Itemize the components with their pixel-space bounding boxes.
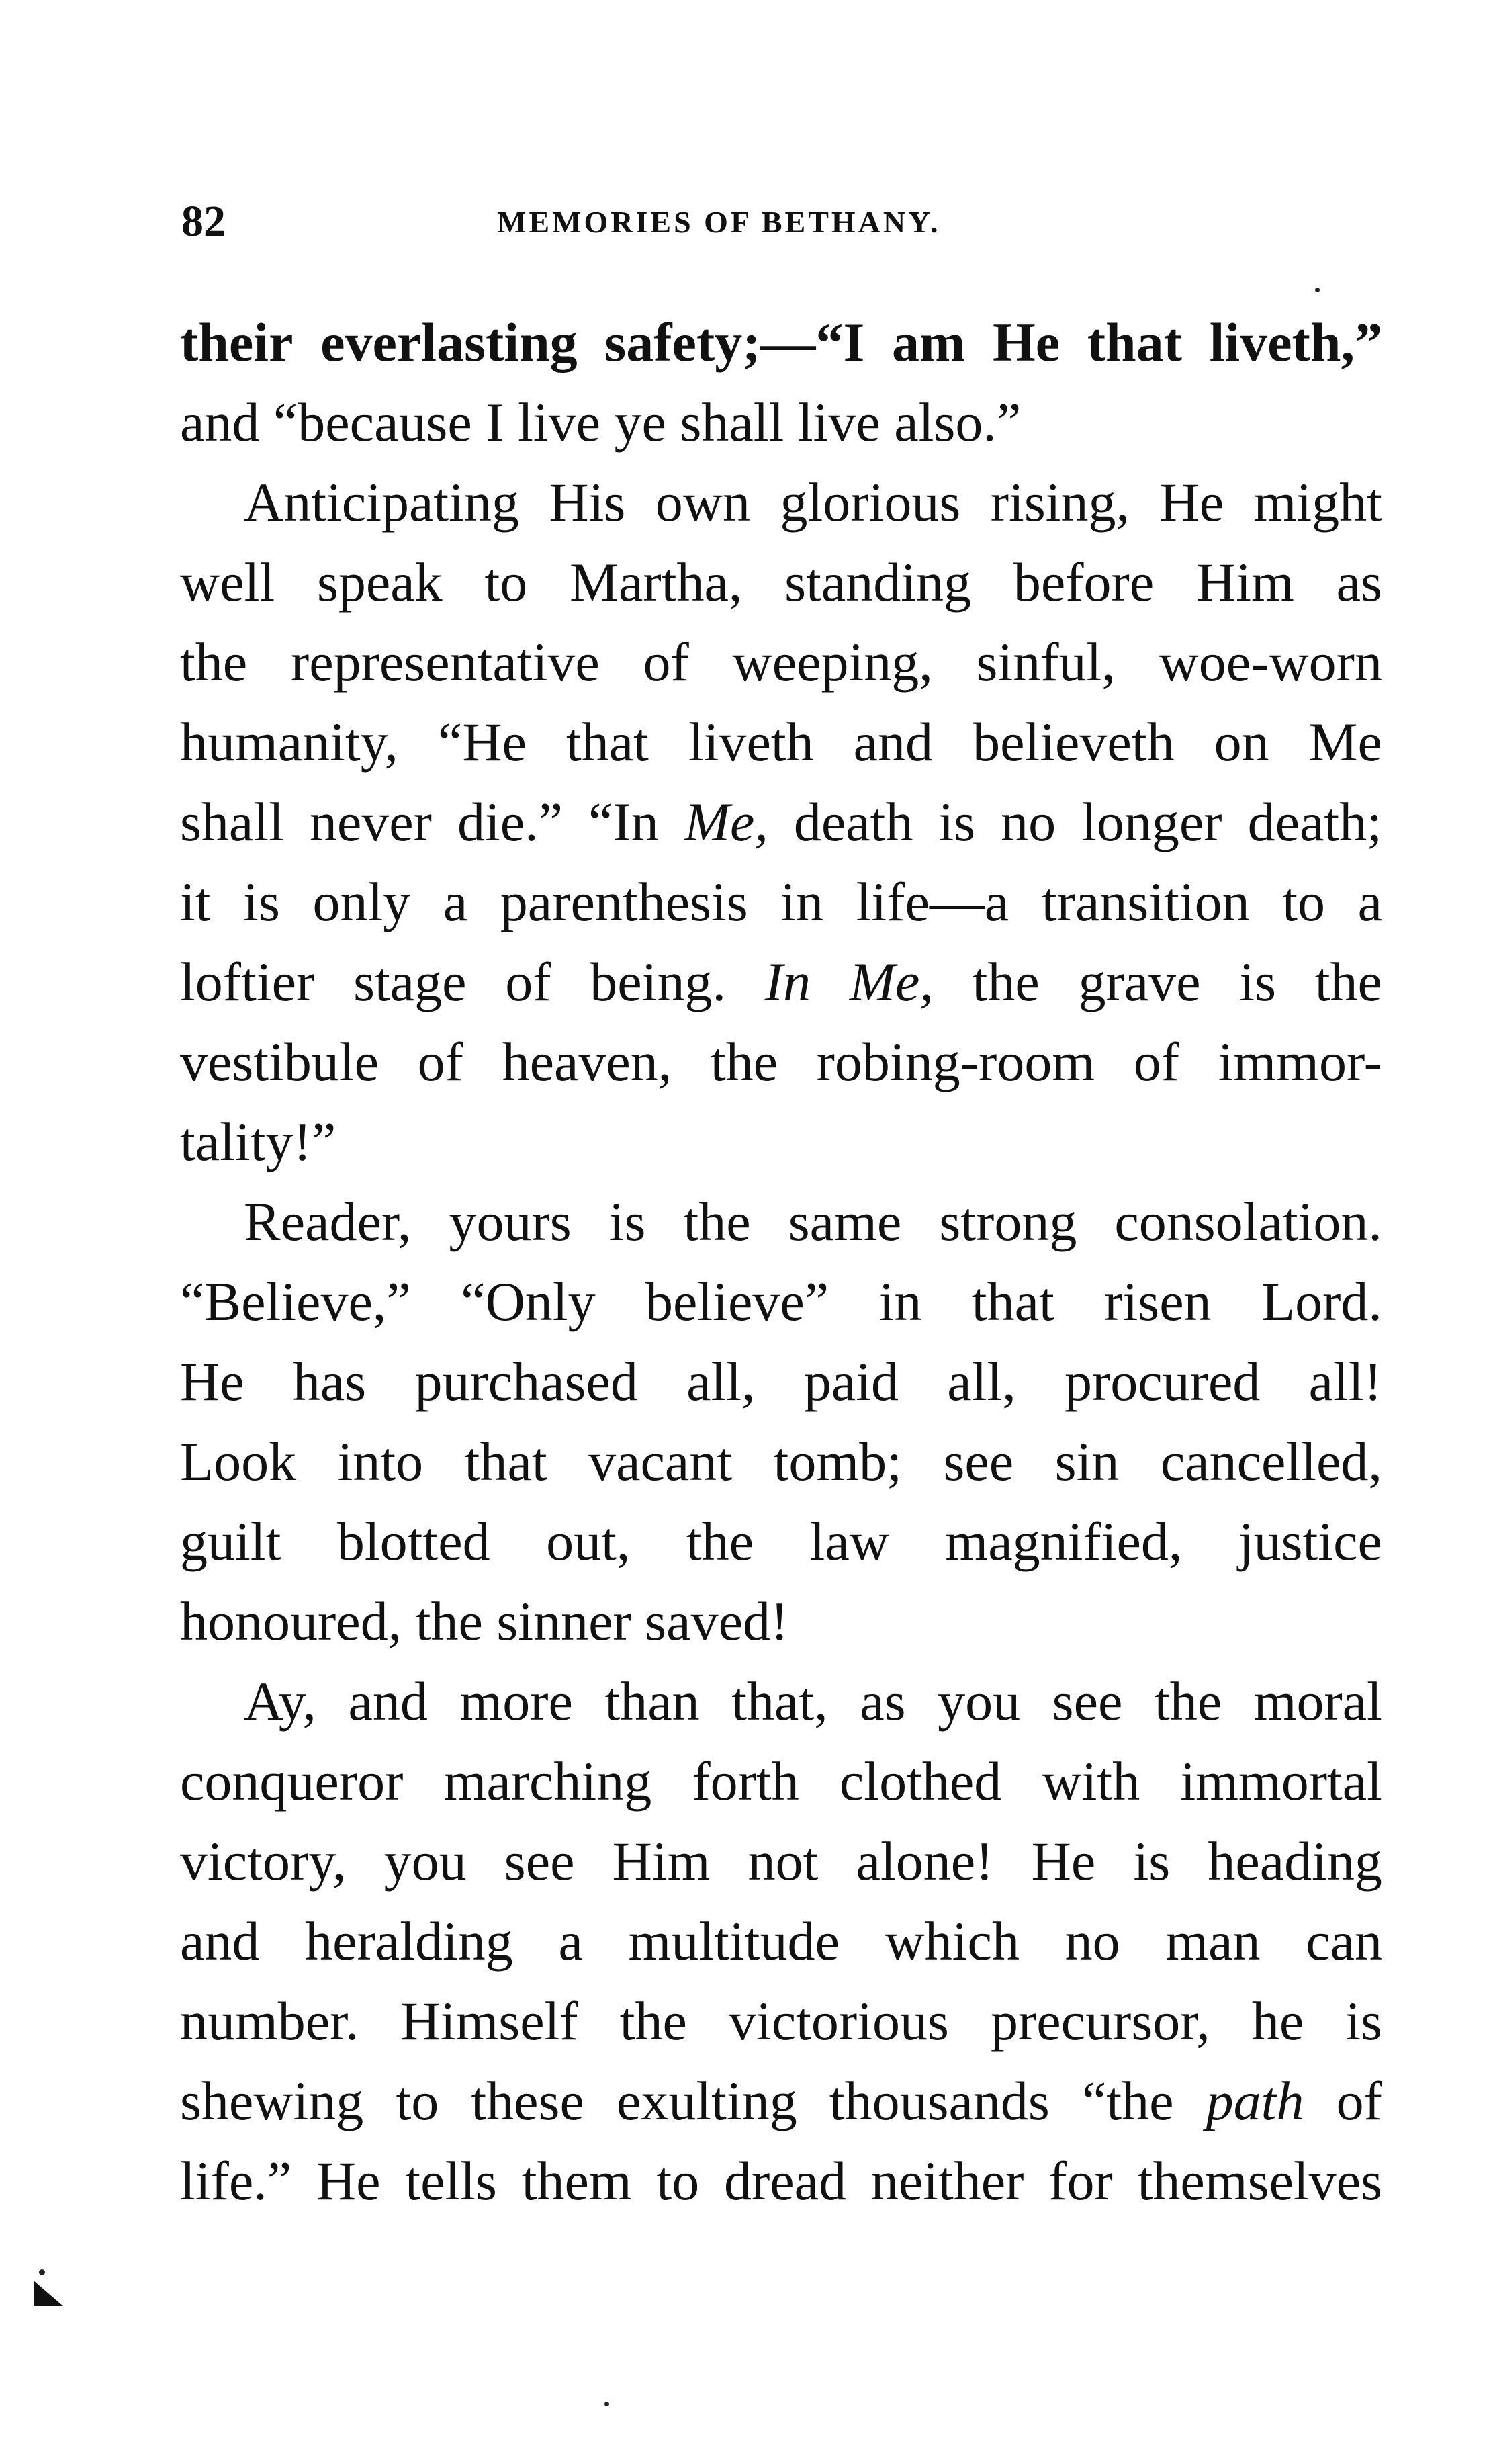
word: before bbox=[1013, 552, 1155, 613]
word: die.” bbox=[457, 791, 563, 852]
text-line bbox=[180, 1501, 1382, 1581]
word: Reader, bbox=[244, 1191, 412, 1252]
justified-line bbox=[180, 302, 1382, 382]
word: humanity, bbox=[180, 711, 398, 773]
print-speck bbox=[1315, 288, 1320, 292]
word: law bbox=[809, 1511, 889, 1572]
page-number: 82 bbox=[181, 197, 226, 246]
word: “He bbox=[437, 711, 527, 773]
word: conqueror bbox=[180, 1751, 404, 1812]
word: parenthesis bbox=[500, 871, 748, 932]
word: “the bbox=[1081, 2070, 1174, 2131]
word: standing bbox=[784, 552, 972, 613]
justified-line bbox=[180, 862, 1382, 942]
text-line bbox=[180, 1581, 1382, 1661]
word: cancelled, bbox=[1160, 1431, 1382, 1492]
justified-line bbox=[180, 542, 1382, 622]
word: see bbox=[943, 1431, 1014, 1492]
word: Me bbox=[1308, 711, 1382, 773]
word: is bbox=[1239, 951, 1276, 1012]
word: never bbox=[309, 791, 432, 852]
print-speck bbox=[604, 2402, 609, 2406]
word: of bbox=[1336, 2070, 1382, 2131]
word: Himself bbox=[400, 1990, 578, 2052]
word: longer bbox=[1081, 791, 1222, 852]
word: more bbox=[459, 1671, 573, 1732]
word: all, bbox=[947, 1351, 1016, 1412]
word: yours bbox=[449, 1191, 572, 1252]
word: the bbox=[1154, 1671, 1222, 1732]
word: of bbox=[643, 631, 689, 693]
word: is bbox=[243, 871, 280, 932]
word: thousands bbox=[829, 2070, 1050, 2131]
text-line bbox=[180, 1901, 1382, 1981]
text-line bbox=[180, 782, 1382, 862]
word: shall bbox=[180, 791, 284, 852]
word: might bbox=[1253, 472, 1382, 533]
word: only bbox=[312, 871, 411, 932]
word: moral bbox=[1253, 1671, 1382, 1732]
word: their bbox=[180, 312, 293, 373]
text-line bbox=[180, 1661, 1382, 1741]
word: believe” bbox=[645, 1271, 829, 1332]
word: that bbox=[1087, 312, 1182, 373]
text-line bbox=[180, 462, 1382, 542]
word: as bbox=[860, 1671, 906, 1732]
word: glorious bbox=[780, 472, 961, 533]
justified-line bbox=[244, 462, 1382, 542]
word: forth bbox=[692, 1751, 799, 1812]
word: exulting bbox=[616, 2070, 797, 2131]
word: that, bbox=[731, 1671, 828, 1732]
word: magnified, bbox=[945, 1511, 1183, 1572]
word: see bbox=[504, 1831, 575, 1892]
word: in bbox=[878, 1271, 922, 1332]
word: tomb; bbox=[773, 1431, 902, 1492]
paragraph-1 bbox=[180, 302, 1382, 462]
word: being. bbox=[590, 951, 726, 1012]
justified-line bbox=[180, 782, 1382, 862]
word: He bbox=[180, 1351, 244, 1412]
word: His bbox=[549, 472, 626, 533]
text-line bbox=[180, 942, 1382, 1022]
word: woe-worn bbox=[1159, 631, 1382, 693]
text-line bbox=[180, 1182, 1382, 1262]
word: marching bbox=[443, 1751, 652, 1812]
word: justice bbox=[1238, 1511, 1382, 1572]
word: and bbox=[348, 1671, 428, 1732]
word: consolation. bbox=[1114, 1191, 1382, 1252]
word: Him bbox=[1196, 552, 1294, 613]
word: representative bbox=[290, 631, 600, 693]
word: has bbox=[292, 1351, 367, 1412]
word: that bbox=[566, 711, 649, 773]
line-text: tality!” bbox=[180, 1111, 336, 1172]
word: clothed bbox=[839, 1751, 1002, 1812]
word: death bbox=[793, 791, 913, 852]
word: number. bbox=[180, 1990, 359, 2052]
word: precursor, bbox=[990, 1990, 1210, 2052]
justified-line bbox=[180, 1741, 1382, 1821]
text-line bbox=[180, 622, 1382, 702]
word: is bbox=[1345, 1990, 1382, 2052]
word: the bbox=[619, 1990, 687, 2052]
word: you bbox=[383, 1831, 467, 1892]
text-line bbox=[180, 1262, 1382, 1341]
line-text: honoured, the sinner saved! bbox=[180, 1591, 789, 1652]
word: out, bbox=[546, 1511, 631, 1572]
word: weeping, bbox=[732, 631, 933, 693]
text-line bbox=[180, 1981, 1382, 2061]
word: the bbox=[683, 1191, 751, 1252]
word: the bbox=[180, 631, 248, 693]
word: shewing bbox=[180, 2070, 364, 2131]
body-text bbox=[180, 302, 1382, 2221]
word: vacant bbox=[588, 1431, 733, 1492]
word: as bbox=[1336, 552, 1382, 613]
word: sin bbox=[1054, 1431, 1120, 1492]
word: no bbox=[1001, 791, 1056, 852]
word: robing-room bbox=[816, 1031, 1095, 1092]
word: Anticipating bbox=[244, 472, 519, 533]
word: purchased bbox=[414, 1351, 638, 1412]
word: tells bbox=[405, 2150, 497, 2211]
word: which bbox=[885, 1910, 1020, 1972]
line-text: and “because I live ye shall live also.” bbox=[180, 392, 1022, 453]
word: to bbox=[656, 2150, 700, 2211]
word: In bbox=[764, 951, 811, 1012]
justified-line bbox=[180, 2141, 1382, 2221]
word: the bbox=[710, 1031, 778, 1092]
word: them bbox=[521, 2150, 632, 2211]
word: that bbox=[971, 1271, 1054, 1332]
word: all, bbox=[686, 1351, 756, 1412]
paragraph-4 bbox=[180, 1661, 1382, 2221]
text-line bbox=[180, 2141, 1382, 2221]
word: and bbox=[853, 711, 934, 773]
text-line bbox=[180, 1421, 1382, 1501]
word: Look bbox=[180, 1431, 297, 1492]
word: to bbox=[1282, 871, 1326, 932]
word: themselves bbox=[1137, 2150, 1382, 2211]
justified-line bbox=[180, 1901, 1382, 1981]
word: it bbox=[180, 871, 211, 932]
word: man bbox=[1165, 1910, 1261, 1972]
word: immor- bbox=[1218, 1031, 1382, 1092]
word: a bbox=[1357, 871, 1382, 932]
word: the bbox=[1314, 951, 1382, 1012]
word: same bbox=[788, 1191, 902, 1252]
word: “In bbox=[588, 791, 659, 852]
word: dread bbox=[723, 2150, 847, 2211]
word: am bbox=[892, 312, 966, 373]
word: stage bbox=[353, 951, 467, 1012]
text-line bbox=[180, 2061, 1382, 2141]
word: liveth,” bbox=[1209, 312, 1382, 373]
word: “Only bbox=[461, 1271, 596, 1332]
word: everlasting bbox=[320, 312, 578, 373]
word: Me, bbox=[684, 791, 768, 852]
word: into bbox=[337, 1431, 424, 1492]
scan-corner-mark bbox=[34, 2281, 63, 2306]
text-line bbox=[180, 382, 1382, 462]
justified-line bbox=[180, 2061, 1382, 2141]
word: Martha, bbox=[570, 552, 743, 613]
word: and bbox=[180, 1910, 260, 1972]
word: own bbox=[655, 472, 750, 533]
word: of bbox=[417, 1031, 463, 1092]
justified-line bbox=[180, 622, 1382, 702]
word: multitude bbox=[628, 1910, 840, 1972]
word: Me, bbox=[849, 951, 934, 1012]
justified-line bbox=[180, 942, 1382, 1022]
word: guilt bbox=[180, 1511, 281, 1572]
word: of bbox=[505, 951, 551, 1012]
justified-line bbox=[180, 1022, 1382, 1102]
word: believeth bbox=[973, 711, 1175, 773]
word: death; bbox=[1247, 791, 1382, 852]
word: not bbox=[748, 1831, 819, 1892]
word: alone! bbox=[856, 1831, 994, 1892]
word: he bbox=[1251, 1990, 1304, 2052]
word: heralding bbox=[305, 1910, 513, 1972]
book-title: MEMORIES OF BETHANY. bbox=[497, 205, 941, 239]
word: no bbox=[1065, 1910, 1120, 1972]
justified-line bbox=[180, 1821, 1382, 1901]
word: immortal bbox=[1180, 1751, 1382, 1812]
word: is bbox=[938, 791, 976, 852]
word: sinful, bbox=[976, 631, 1116, 693]
justified-line bbox=[180, 1341, 1382, 1421]
justified-line bbox=[244, 1182, 1382, 1262]
word: you bbox=[938, 1671, 1021, 1732]
word: blotted bbox=[336, 1511, 490, 1572]
word: strong bbox=[939, 1191, 1077, 1252]
word: rising, bbox=[990, 472, 1130, 533]
word: life—a bbox=[856, 871, 1009, 932]
running-head bbox=[181, 195, 1095, 249]
word: He bbox=[992, 312, 1060, 373]
word: grave bbox=[1078, 951, 1201, 1012]
word: victory, bbox=[180, 1831, 347, 1892]
word: of bbox=[1133, 1031, 1180, 1092]
word: the bbox=[686, 1511, 754, 1572]
word: is bbox=[608, 1191, 646, 1252]
word: He bbox=[1159, 472, 1224, 533]
word: procured bbox=[1064, 1351, 1261, 1412]
word: life.” bbox=[180, 2150, 292, 2211]
word: risen bbox=[1104, 1271, 1212, 1332]
word: transition bbox=[1041, 871, 1250, 932]
word: Lord. bbox=[1261, 1271, 1382, 1332]
word: neither bbox=[870, 2150, 1024, 2211]
word: path bbox=[1206, 2070, 1304, 2131]
word: these bbox=[471, 2070, 584, 2131]
word: vestibule bbox=[180, 1031, 379, 1092]
word: a bbox=[558, 1910, 583, 1972]
word: speak bbox=[316, 552, 443, 613]
word: Him bbox=[612, 1831, 711, 1892]
word: see bbox=[1052, 1671, 1123, 1732]
word: is bbox=[1133, 1831, 1171, 1892]
text-line bbox=[180, 542, 1382, 622]
word: a bbox=[443, 871, 468, 932]
word: He bbox=[1031, 1831, 1096, 1892]
word: heading bbox=[1208, 1831, 1382, 1892]
word: than bbox=[604, 1671, 700, 1732]
word: “Believe,” bbox=[180, 1271, 411, 1332]
word: heaven, bbox=[502, 1031, 672, 1092]
word: loftier bbox=[180, 951, 315, 1012]
text-line bbox=[180, 1022, 1382, 1102]
word: safety;—“I bbox=[604, 312, 865, 373]
text-line bbox=[180, 1341, 1382, 1421]
word: with bbox=[1042, 1751, 1140, 1812]
justified-line bbox=[180, 702, 1382, 782]
word: liveth bbox=[688, 711, 814, 773]
justified-line bbox=[180, 1421, 1382, 1501]
justified-line bbox=[244, 1661, 1382, 1741]
justified-line bbox=[180, 1262, 1382, 1341]
word: that bbox=[464, 1431, 547, 1492]
word: well bbox=[180, 552, 275, 613]
word: to bbox=[484, 552, 528, 613]
paragraph-3 bbox=[180, 1182, 1382, 1661]
text-line bbox=[180, 862, 1382, 942]
word: for bbox=[1048, 2150, 1113, 2211]
text-line bbox=[180, 1102, 1382, 1182]
print-speck bbox=[39, 2269, 45, 2275]
word: Ay, bbox=[244, 1671, 316, 1732]
text-line bbox=[180, 302, 1382, 382]
word: in bbox=[780, 871, 824, 932]
word: to bbox=[396, 2070, 439, 2131]
justified-line bbox=[180, 1501, 1382, 1581]
justified-line bbox=[180, 1981, 1382, 2061]
word: on bbox=[1214, 711, 1269, 773]
text-line bbox=[180, 1821, 1382, 1901]
text-line bbox=[180, 702, 1382, 782]
word: can bbox=[1306, 1910, 1382, 1972]
text-line bbox=[180, 1741, 1382, 1821]
word: all! bbox=[1308, 1351, 1382, 1412]
word: He bbox=[316, 2150, 381, 2211]
paragraph-2 bbox=[180, 462, 1382, 1182]
word: the bbox=[972, 951, 1040, 1012]
word: victorious bbox=[728, 1990, 949, 2052]
word: paid bbox=[803, 1351, 899, 1412]
